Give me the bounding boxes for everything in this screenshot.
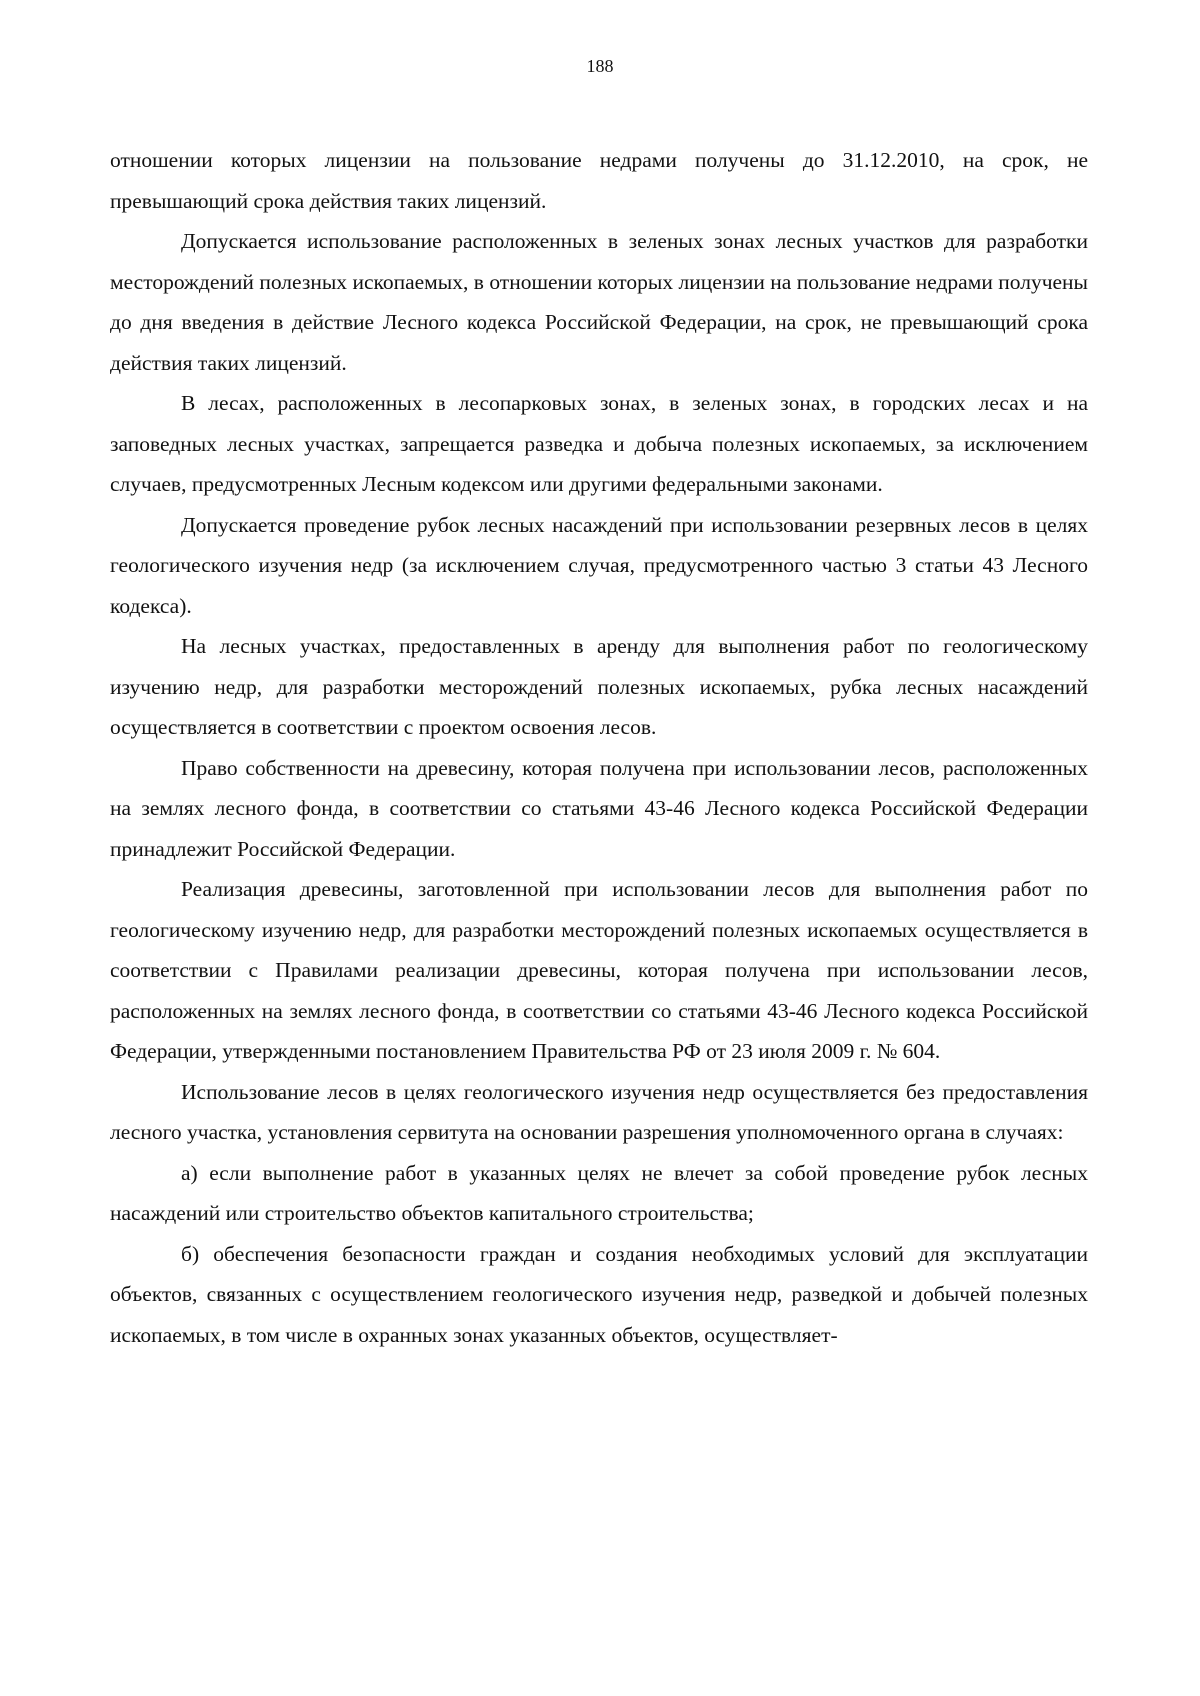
paragraph: В лесах, расположенных в лесопарковых зонах, в зеленых зонах, в городских лесах и на заповедных лесных участках, запрещается разведка и добыча полезных ископаемых, за исключением случаев, предусмотренных Лесным кодексом или другими федеральными законами. [110,391,1088,496]
list-item-b: б) обеспечения безопасности граждан и создания необходимых условий для эксплуатации объектов, связанных с осуществлением геологического изучения недр, разведкой и добычей полезных ископаемых, в том числе в охранных зонах указанных объектов, осуществляет- [110,1241,1088,1347]
body-text [110,140,1088,1355]
paragraph: Реализация древесины, заготовленной при использовании лесов для выполнения работ по геологическому изучению недр, для разработки месторождений полезных ископаемых осуществляется в соответствии с Правилами реализации древесины, которая получена при использовании лесов, расположенных на землях лесного фонда, в соответствии со статьями 43-46 Лесного кодекса Российской Федерации, утвержденными постановлением Правительства РФ от 23 июля 2009 г. № 604. [110,877,1088,1063]
paragraph: Право собственности на древесину, которая получена при использовании лесов, расположенных на землях лесного фонда, в соответствии со статьями 43-46 Лесного кодекса Российской Федерации принадлежит Российской Федерации. [110,755,1088,861]
list-item-a: а) если выполнение работ в указанных целях не влечет за собой проведение рубок лесных насаждений или строительство объектов капитального строительства; [110,1160,1088,1225]
paragraph-continuation: отношении которых лицензии на пользование недрами получены до 31.12.2010, на срок, не превышающий срока действия таких лицензий. [110,148,1088,213]
paragraph: На лесных участках, предоставленных в аренду для выполнения работ по геологическому изучению недр, для разработки месторождений полезных ископаемых, рубка лесных насаждений осуществляется в соответствии с проектом освоения лесов. [110,634,1088,739]
paragraph: Использование лесов в целях геологического изучения недр осуществляется без предоставления лесного участка, установления сервитута на основании разрешения уполномоченного органа в случаях: [110,1079,1088,1144]
paragraph: Допускается использование расположенных в зеленых зонах лесных участков для разработки месторождений полезных ископаемых, в отношении которых лицензии на пользование недрами получены до дня введения в действие Лесного кодекса Российской Федерации, на срок, не превышающий срока действия таких лицензий. [110,229,1088,375]
paragraph: Допускается проведение рубок лесных насаждений при использовании резервных лесов в целях геологического изучения недр (за исключением случая, предусмотренного частью 3 статьи 43 Лесного кодекса). [110,512,1088,618]
page-number: 188 [586,56,614,76]
